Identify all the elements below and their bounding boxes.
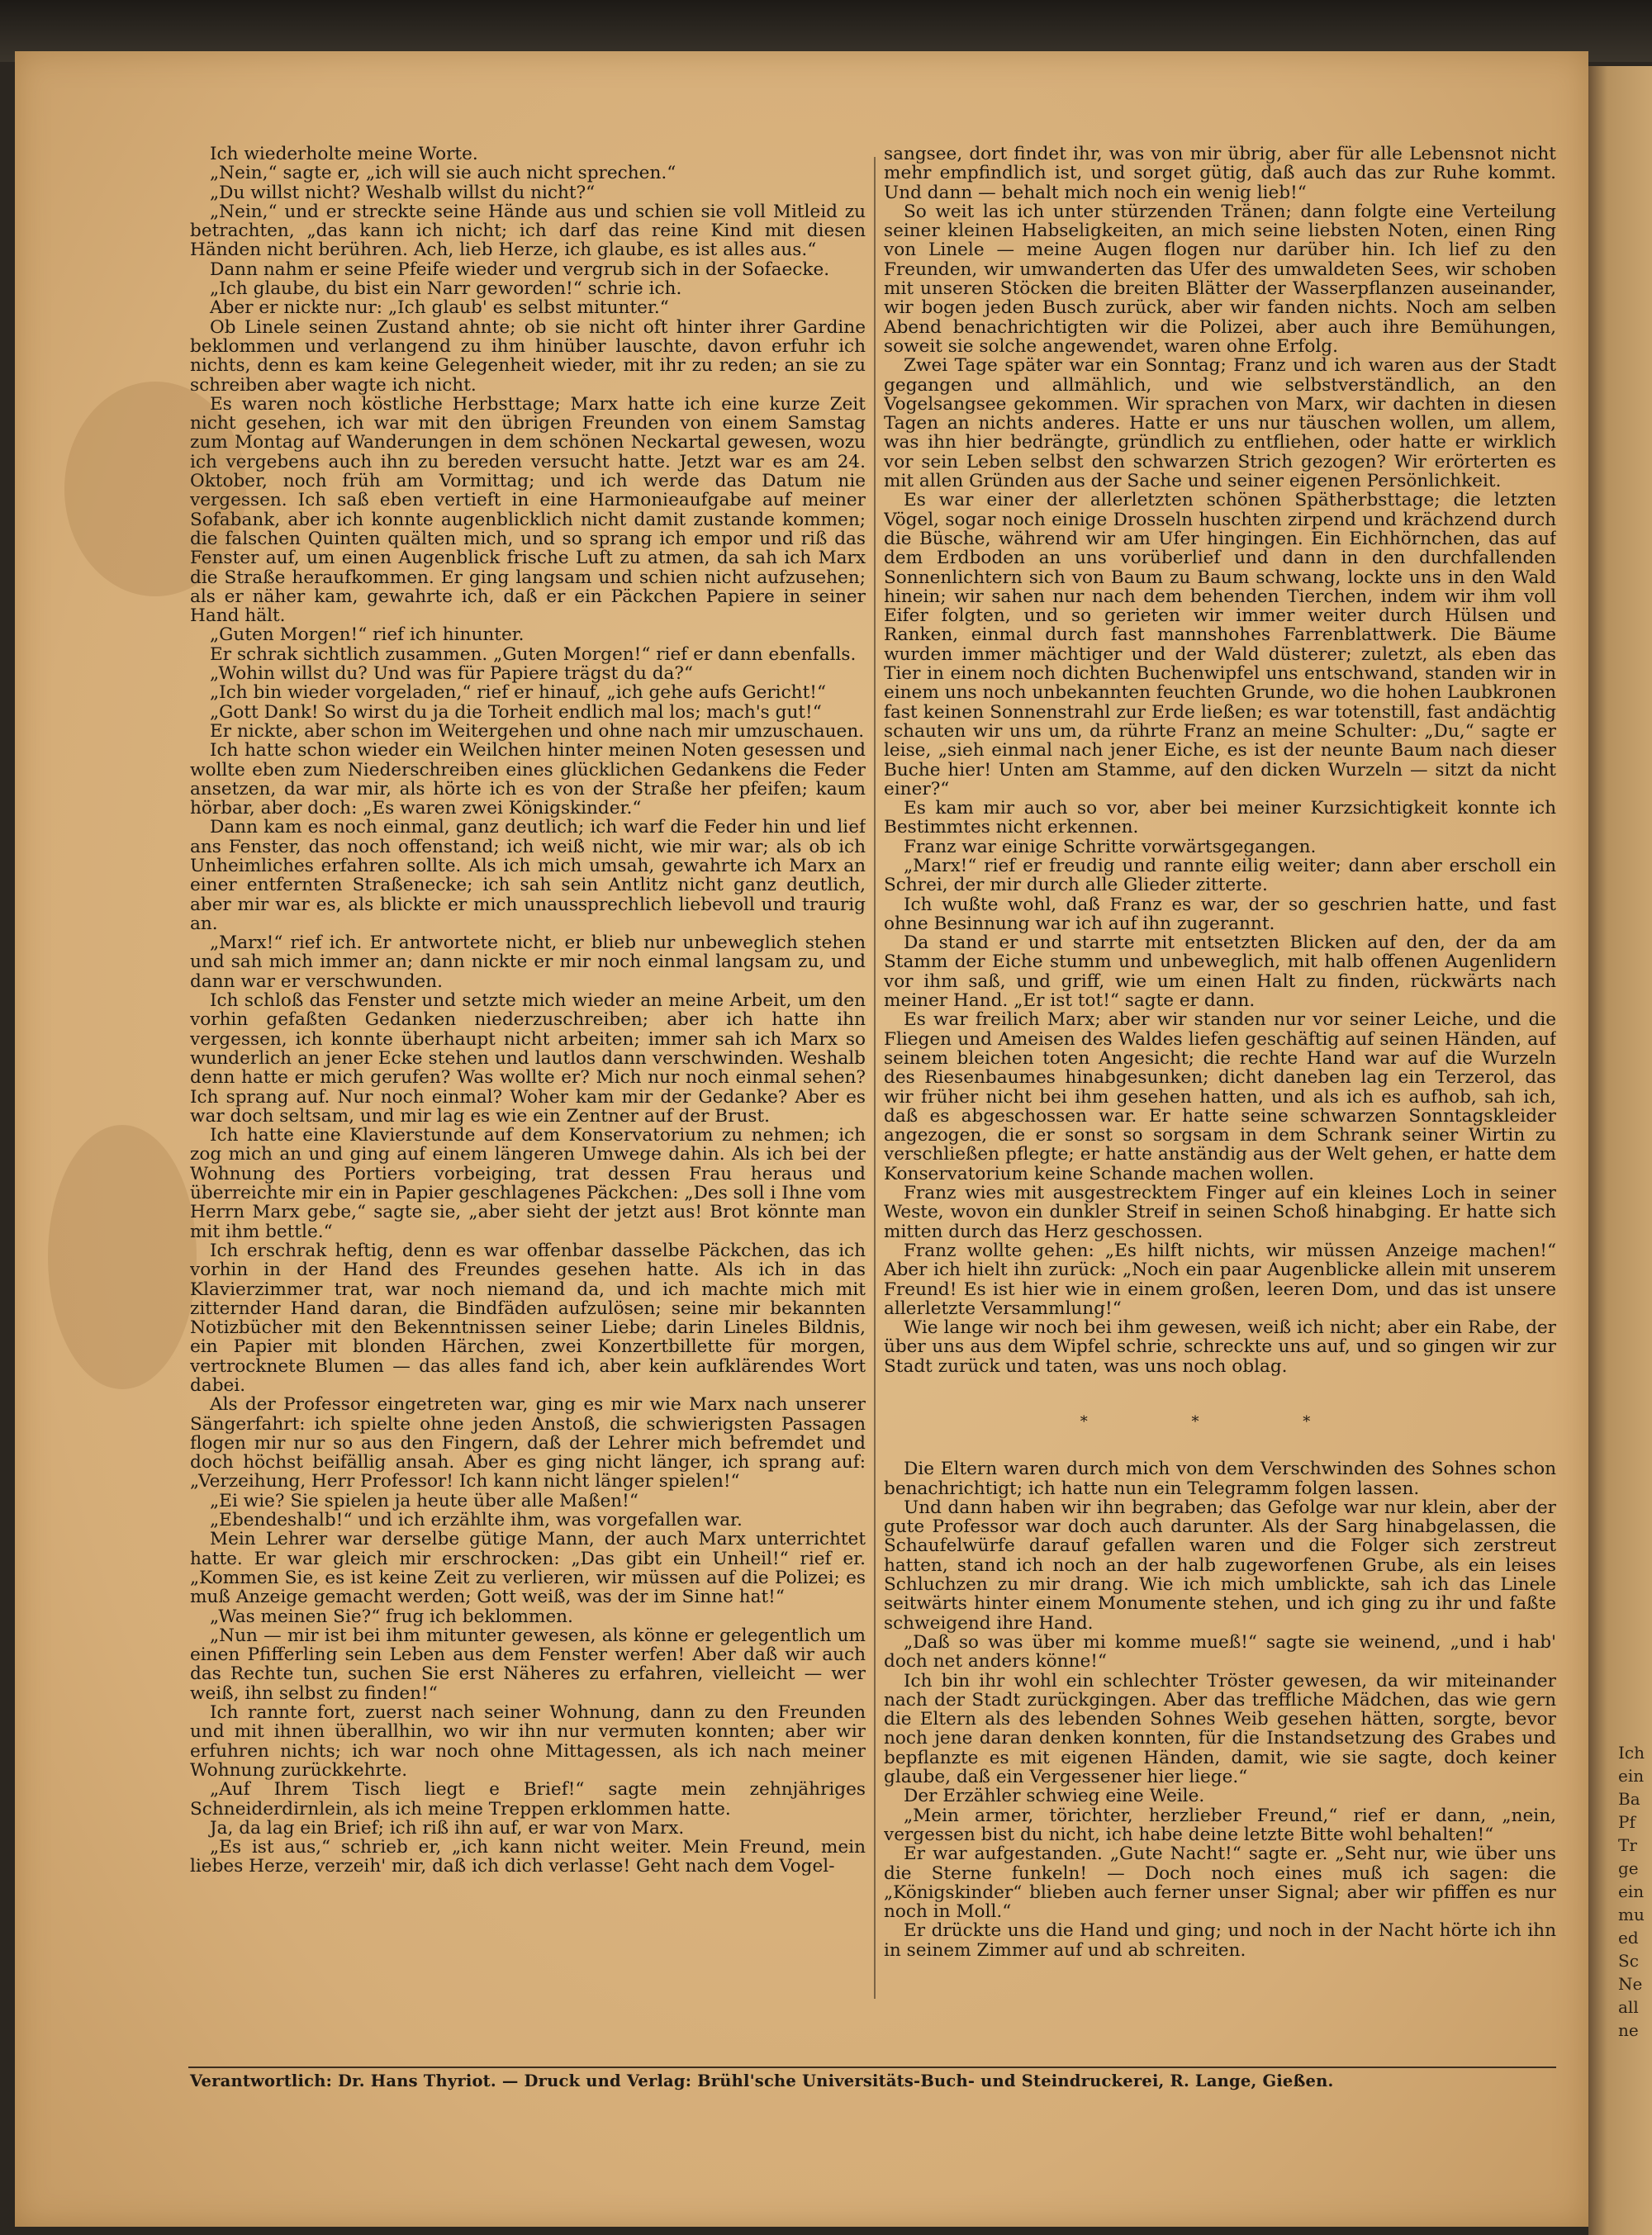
paragraph: Ich erschrak heftig, denn es war offenbar dasselbe Päckchen, das ich vorhin in der Hand des Freundes gesehen hatte. Als ich in das Klavierzimmer trat, war noch niemand da, und ich machte mich mit zitternder Hand daran, die Bindfäden aufzulösen; seine mir bekannten Notizbücher mit den Bekenntnissen seiner Liebe; darin Lineles Bildnis, ein Papier mit blonden Härchen, zwei Konzertbillette für morgen, vertrocknete Blumen — das alles fand ich, aber kein aufklärendes Wort dabei.: [190, 1240, 866, 1396]
column-rule: [874, 157, 876, 1999]
paragraph: „Ich bin wieder vorgeladen,“ rief er hinauf, „ich gehe aufs Gericht!“: [210, 682, 826, 704]
next-page-text-fragment: Ne: [1618, 1974, 1643, 1994]
text-column-left: [190, 145, 866, 2044]
paragraph: Ich wiederholte meine Worte.: [210, 145, 478, 164]
paragraph: Dann kam es noch einmal, ganz deutlich; ich warf die Feder hin und lief ans Fenster, das noch offenstand; ich weiß nicht, wie mir war; als ob ich Unheimliches erfahren sollte. Als ich mich umsah, gewahrte ich Marx an einer entfernten Straßenecke; ich sah sein Antlitz nicht ganz deutlich, aber mir war es, als blickte er mich unaussprechlich liebevoll und traurig an.: [190, 817, 866, 934]
paragraph: So weit las ich unter stürzenden Tränen; dann folgte eine Verteilung seiner kleinen Habseligkeiten, an mich seine liebsten Noten, einen Ring von Linele — meine Augen flogen nur darüber hin. Ich lief zu den Freunden, wir umwanderten das Ufer des umwaldeten Sees, wir schoben mit unseren Stöcken die breiten Blätter der Wasserpflanzen auseinander, wir bogen jeden Busch zurück, aber wir fanden nichts. Noch am selben Abend benachrichtigten wir die Polizei, aber auch ihre Bemühungen, soweit sie solche angewendet, waren ohne Erfolg.: [884, 201, 1556, 357]
paragraph: „Wohin willst du? Und was für Papiere trägst du da?“: [210, 663, 694, 685]
paragraph: „Es ist aus,“ schrieb er, „ich kann nicht weiter. Mein Freund, mein liebes Herze, verzeih' mir, daß ich dich verlasse! Geht nach dem Vogel-: [190, 1837, 866, 1877]
paper-stain: [48, 1125, 197, 1389]
paragraph: „Ebendeshalb!“ und ich erzählte ihm, was vorgefallen war.: [210, 1510, 743, 1531]
next-page-text-fragment: mu: [1618, 1905, 1645, 1924]
next-page-text-fragment: all: [1618, 1997, 1639, 2017]
paragraph: Ob Linele seinen Zustand ahnte; ob sie nicht oft hinter ihrer Gardine beklommen und verlangend zu ihm hinüber lauschte, davon erfuhr ich nichts, denn es kam keine Gelegenheit wieder, mit ihr zu reden; an sie zu schreiben aber wagte ich nicht.: [190, 316, 866, 396]
next-page-text-fragment: ein: [1618, 1881, 1645, 1901]
paragraph: „Auf Ihrem Tisch liegt e Brief!“ sagte mein zehnjähriges Schneiderdirnlein, als ich meine Treppen erklommen hatte.: [190, 1779, 866, 1820]
paragraph: Ich hatte eine Klavierstunde auf dem Konservatorium zu nehmen; ich zog mich an und ging auf einem längeren Umwege dahin. Als ich bei der Wohnung des Portiers vorbeiging, trat dessen Frau heraus und überreichte mir ein in Papier geschlagenes Päckchen: „Des soll i Ihne vom Herrn Marx gebe,“ sagte sie, „aber sieht der jetzt aus! Brot könnte man mit ihm bettle.“: [190, 1125, 866, 1242]
paragraph: Ich hatte schon wieder ein Weilchen hinter meinen Noten gesessen und wollte eben zum Niederschreiben eines glücklichen Gedankens die Feder ansetzen, da war mir, als hörte ich es von der Straße her pfeifen; kaum hörbar, aber doch: „Es waren zwei Königskinder.“: [190, 740, 866, 819]
paragraph: „Daß so was über mi komme mueß!“ sagte sie weinend, „und i hab' doch net anders könne!“: [884, 1631, 1556, 1673]
paragraph: Es waren noch köstliche Herbsttage; Marx hatte ich eine kurze Zeit nicht gesehen, ich war mit den übrigen Freunden von einem Samstag zum Montag auf Wanderungen in dem schönen Neckartal gewesen, wozu ich vergebens auch ihn zu bereden versucht hatte. Jetzt war es am 24. Oktober, noch früh am Vormittag; und ich werde das Datum nie vergessen. Ich saß eben vertieft in eine Harmonieaufgabe auf meiner Sofabank, aber ich konnte augenblicklich nicht damit zustande kommen; die falschen Quinten quälten mich, und so sprang ich empor und riß das Fenster auf, um einen Augenblick frische Luft zu atmen, da sah ich Marx die Straße heraufkommen. Er ging langsam und schien nicht aufzusehen; als er näher kam, gewahrte ich, daß er ein Päckchen Papiere in seiner Hand hält.: [190, 393, 866, 627]
paragraph: Die Eltern waren durch mich von dem Verschwinden des Sohnes schon benachrichtigt; ich hatte nun ein Telegramm folgen lassen.: [884, 1459, 1556, 1499]
paragraph: „Mein armer, törichter, herzlieber Freund,“ rief er dann, „nein, vergessen bist du nicht, ich habe deine letzte Bitte wohl behalten!“: [884, 1805, 1556, 1845]
paragraph: Franz wies mit ausgestrecktem Finger auf ein kleines Loch in seiner Weste, wovon ein dunkler Streif in seinen Schoß hinabging. Er hatte sich mitten durch das Herz geschossen.: [884, 1183, 1556, 1242]
next-page-text-fragment: Sc: [1618, 1951, 1639, 1971]
next-page-text-fragment: Tr: [1618, 1835, 1637, 1855]
paragraph: „Ich glaube, du bist ein Narr geworden!“ schrie ich.: [210, 278, 682, 300]
paragraph: „Was meinen Sie?“ frug ich beklommen.: [210, 1606, 573, 1627]
paragraph: Franz wollte gehen: „Es hilft nichts, wir müssen Anzeige machen!“ Aber ich hielt ihn zurück: „Noch ein paar Augenblicke allein mit unserem Freund! Es ist hier wie in einem großen, leeren Dom, und das ist unsere allerletzte Versammlung!“: [884, 1240, 1556, 1319]
text-column-right: [884, 145, 1556, 2044]
section-divider-asterism: * * *: [1080, 1413, 1360, 1431]
paragraph: Ich schloß das Fenster und setzte mich wieder an meine Arbeit, um den vorhin gefaßten Gedanken niederzuschreiben; aber ich hatte ihn vergessen, ich konnte überhaupt nicht arbeiten; immer sah ich Marx so wunderlich an jener Ecke stehen und lautlos dann verschwinden. Weshalb denn hatte er mich gerufen? Was wollte er? Mich nur noch einmal sehen? Ich sprang auf. Nur noch einmal? Woher kam mir der Gedanke? Aber es war doch seltsam, und mir lag es wie ein Zentner auf der Brust.: [190, 990, 866, 1127]
paragraph: „Gott Dank! So wirst du ja die Torheit endlich mal los; mach's gut!“: [210, 701, 822, 723]
paragraph: Er nickte, aber schon im Weitergehen und ohne nach mir umzuschauen.: [210, 720, 865, 742]
paragraph: Ja, da lag ein Brief; ich riß ihn auf, er war von Marx.: [210, 1817, 685, 1839]
paragraph: Und dann haben wir ihn begraben; das Gefolge war nur klein, aber der gute Professor war doch auch darunter. Als der Sarg hinabgelassen, die Schaufelwürfe darauf gefallen waren und die Folger sich zerstreut hatten, stand ich noch an der halb zugeworfenen Grube, als ein leises Schluchzen zu mir drang. Wie ich mich umblickte, sah ich das Linele seitwärts hinter einem Monumente stehen, und ich ging zu ihr und faßte schweigend ihre Hand.: [884, 1497, 1556, 1634]
paragraph: „Marx!“ rief er freudig und rannte eilig weiter; dann aber erscholl ein Schrei, der mir durch alle Glieder zitterte.: [884, 855, 1556, 896]
paragraph: Ich bin ihr wohl ein schlechter Tröster gewesen, da wir miteinander nach der Stadt zurückgingen. Aber das treffliche Mädchen, das wie gern die Eltern als des lebenden Sohnes Weib gesehen hätten, sorgte, bevor noch jene daran denken konnten, für die Instandsetzung des Grabes und bepflanzte es mit eigenen Händen, damit, wie sie sagte, doch keiner glaube, daß ein Vergessener hier liege.“: [884, 1670, 1556, 1788]
next-page-text-fragment: ed: [1618, 1928, 1639, 1948]
paragraph: Zwei Tage später war ein Sonntag; Franz und ich waren aus der Stadt gegangen und allmählich, und wie selbstverständlich, an den Vogelsangsee gekommen. Wir sprachen von Marx, wir dachten in diesen Tagen an nichts anderes. Hatte er uns nur täuschen wollen, um allem, was ihn hier bedrängte, gründlich zu entfliehen, oder hatte er wirklich vor sein Leben selbst den schwarzen Strich gezogen? Wir erörterten es mit allen Gründen aus der Sache und seiner eigenen Persönlichkeit.: [884, 355, 1556, 492]
paragraph: „Guten Morgen!“ rief ich hinunter.: [210, 624, 525, 646]
paragraph: Er drückte uns die Hand und ging; und noch in der Nacht hörte ich ihn in seinem Zimmer auf und ab schreiten.: [884, 1920, 1556, 1961]
paragraph: Mein Lehrer war derselbe gütige Mann, der auch Marx unterrichtet hatte. Er war gleich mir erschrocken: „Das gibt ein Unheil!“ rief er. „Kommen Sie, es ist keine Zeit zu verlieren, wir müssen auf die Polizei; es muß Anzeige gemacht werden; Gott weiß, was der im Sinne hat!“: [190, 1529, 866, 1608]
paragraph: Aber er nickte nur: „Ich glaub' es selbst mitunter.“: [210, 297, 669, 319]
paragraph: „Du willst nicht? Weshalb willst du nicht?“: [210, 182, 596, 203]
next-page-text-fragment: Ich: [1618, 1743, 1645, 1763]
paragraph: Dann nahm er seine Pfeife wieder und vergrub sich in der Sofaecke.: [210, 259, 830, 280]
paragraph: Er war aufgestanden. „Gute Nacht!“ sagte er. „Seht nur, wie über uns die Sterne funkeln! — Doch noch eines muß ich sagen: die „Königskinder“ blieben auch ferner unser Signal; aber wir pfiffen es nur noch in Moll.“: [884, 1844, 1556, 1923]
paragraph: Ich wußte wohl, daß Franz es war, der so geschrien hatte, und fast ohne Besinnung war ich auf ihn zugerannt.: [884, 894, 1556, 934]
paragraph: Es war einer der allerletzten schönen Spätherbsttage; die letzten Vögel, sogar noch einige Drosseln huschten zirpend und krächzend durch die Büsche, während wir am Ufer hingingen. Ein Eichhörnchen, das auf dem Erdboden an uns vorüberlief und dann in den durchfallenden Sonnenlichtern sich von Baum zu Baum schwang, lockte uns in den Wald hinein; wir sahen nur nach dem behenden Tierchen, indem wir ihm voll Eifer folgten, und so gerieten wir immer weiter durch Hülsen und Ranken, einmal durch fast mannshohes Farrenblattwerk. Die Bäume wurden immer mächtiger und der Wald düsterer; zuletzt, als eben das Tier in einem noch dichten Buchenwipfel uns entschwand, standen wir in einem uns noch unbekannten feuchten Grunde, wo die hohen Laubkronen fast keinen Sonnenstrahl zur Erde ließen; es war totenstill, fast andächtig schauten wir uns um, da rührte Franz an meine Schulter: „Du,“ sagte er leise, „sieh einmal nach jener Eiche, es ist der neunte Baum nach dieser Buche hier! Unten am Stamme, auf den dicken Wurzeln — sitzt da nicht einer?“: [884, 490, 1556, 800]
next-page-text-fragment: ein: [1618, 1766, 1645, 1786]
paragraph: Ich rannte fort, zuerst nach seiner Wohnung, dann zu den Freunden und mit ihnen überallhin, wo wir ihn nur vermuten konnten; aber wir erfuhren nichts; ich war noch ohne Mittagessen, als ich nach meiner Wohnung zurückkehrte.: [190, 1702, 866, 1781]
paragraph: Als der Professor eingetreten war, ging es mir wie Marx nach unserer Sängerfahrt: ich spielte ohne jeden Anstoß, die schwierigsten Passagen flogen mir nur so aus den Fingern, daß der Lehrer mich befremdet und doch höchst beifällig ansah. Aber es ging nicht länger, ich sprang auf: „Verzeihung, Herr Professor! Ich kann nicht länger spielen!“: [190, 1394, 866, 1492]
paragraph: „Ei wie? Sie spielen ja heute über alle Maßen!“: [210, 1490, 638, 1511]
next-page-text-fragment: ge: [1618, 1858, 1639, 1878]
paragraph: „Marx!“ rief ich. Er antwortete nicht, er blieb nur unbeweglich stehen und sah mich immer an; dann nickte er mir noch einmal langsam zu, und dann war er verschwunden.: [190, 932, 866, 992]
adjacent-page-edge: [1588, 66, 1652, 2235]
paragraph: „Nein,“ und er streckte seine Hände aus und schien sie voll Mitleid zu betrachten, „das kann ich nicht; ich darf das reine Kind mit diesen Händen nicht berühren. Ach, lieb Herze, ich glaube, es ist alles aus.“: [190, 201, 866, 261]
imprint-footer: Verantwortlich: Dr. Hans Thyriot. — Druck und Verlag: Brühl'sche Universitäts-Buch- und Steindruckerei, R. Lange, Gießen.: [190, 2071, 1334, 2090]
paragraph: „Nein,“ sagte er, „ich will sie auch nicht sprechen.“: [210, 163, 676, 184]
paragraph: sangsee, dort findet ihr, was von mir übrig, aber für alle Lebensnot nicht mehr empfindlich ist, und sorget gütig, daß auch das zur Ruhe kommt. Und dann — behalt mich noch ein wenig lieb!“: [884, 145, 1556, 203]
paragraph: Er schrak sichtlich zusammen. „Guten Morgen!“ rief er dann ebenfalls.: [210, 643, 857, 665]
paragraph: Wie lange wir noch bei ihm gewesen, weiß ich nicht; aber ein Rabe, der über uns aus dem Wipfel schrie, schreckte uns auf, und so gingen wir zur Stadt zurück und taten, was uns noch oblag.: [884, 1317, 1556, 1377]
paragraph: „Nun — mir ist bei ihm mitunter gewesen, als könne er gelegentlich um einen Pfifferling sein Leben aus dem Fenster werfen! Aber daß wir auch das Rechte tun, suchen Sie erst Näheres zu erfahren, vielleicht — wer weiß, ihn selbst zu finden!“: [190, 1625, 866, 1704]
next-page-text-fragment: Ba: [1618, 1789, 1640, 1809]
paragraph: Da stand er und starrte mit entsetzten Blicken auf den, der da am Stamm der Eiche stumm und unbeweglich, mit halb offenen Augenlidern vor ihm saß, und griff, wie um einen Halt zu finden, rückwärts nach meiner Hand. „Er ist tot!“ sagte er dann.: [884, 932, 1556, 1012]
next-page-text-fragment: Pf: [1618, 1812, 1635, 1832]
paragraph: Der Erzähler schwieg eine Weile.: [904, 1786, 1205, 1807]
paragraph: Es kam mir auch so vor, aber bei meiner Kurzsichtigkeit konnte ich Bestimmtes nicht erkennen.: [884, 798, 1556, 838]
next-page-text-fragment: ne: [1618, 2020, 1639, 2040]
footer-rule: [188, 2067, 1556, 2068]
paragraph: Franz war einige Schritte vorwärtsgegangen.: [904, 836, 1317, 857]
paragraph: Es war freilich Marx; aber wir standen nur vor seiner Leiche, und die Fliegen und Ameisen des Waldes liefen geschäftig auf seinen Händen, auf seinem bleichen toten Angesicht; die rechte Hand war auf die Wurzeln des Riesenbaumes hinabgesunken; dicht daneben lag ein Terzerol, das wir früher nicht bei ihm gesehen hatten, und als ich es aufhob, sah ich, daß es abgeschossen war. Er hatte seine schwarzen Sonntagskleider angezogen, die er sonst so sorgsam in dem Schrank seiner Wirtin zu verschließen pflegte; er hatte anständig aus der Welt gehen, er hatte dem Konservatorium keine Schande machen wollen.: [884, 1009, 1556, 1184]
